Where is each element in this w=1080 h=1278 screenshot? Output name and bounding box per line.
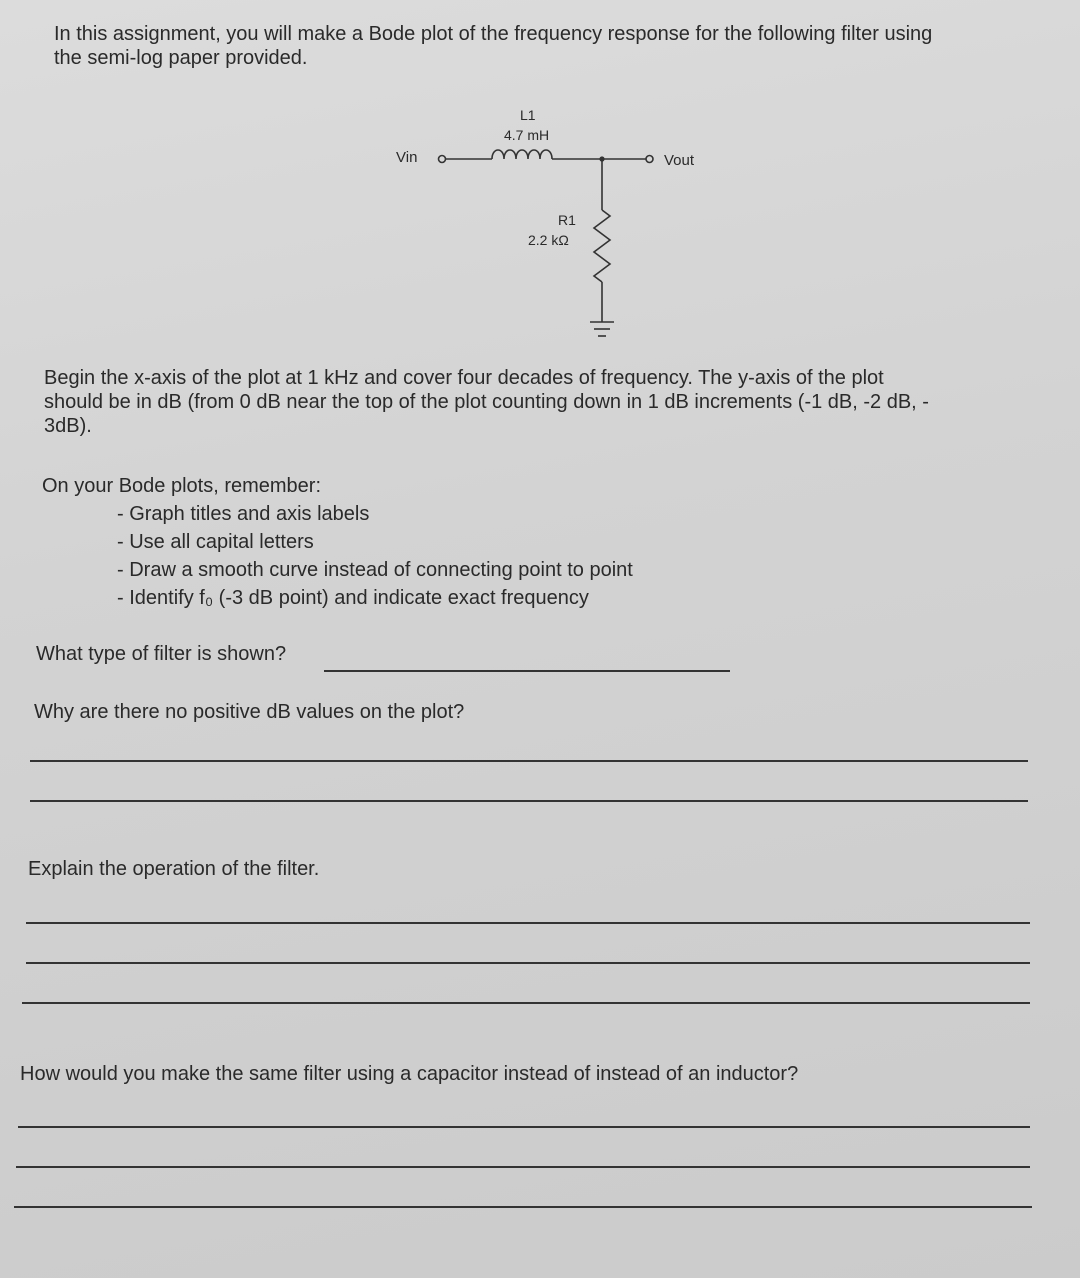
answer-line-filter-operation-3[interactable] xyxy=(22,1002,1030,1004)
resistor-name-label: R1 xyxy=(558,212,576,228)
intro-line-2: the semi-log paper provided. xyxy=(54,47,308,69)
vout-label: Vout xyxy=(664,152,695,169)
reminders-list xyxy=(117,502,633,614)
answer-line-filter-operation-1[interactable] xyxy=(26,922,1030,924)
axis-instructions-line-2: should be in dB (from 0 dB near the top of the plot counting down in 1 dB increments (-1 dB, -2 dB, - xyxy=(44,391,929,413)
rl-filter-schematic xyxy=(380,100,720,350)
answer-line-filter-type[interactable] xyxy=(324,670,730,672)
answer-line-capacitor-version-3[interactable] xyxy=(14,1206,1032,1208)
answer-line-no-positive-db-1[interactable] xyxy=(30,760,1028,762)
intro-paragraph xyxy=(54,22,932,70)
axis-instructions xyxy=(44,366,929,438)
reminder-item: - Use all capital letters xyxy=(117,531,314,553)
answer-line-filter-operation-2[interactable] xyxy=(26,962,1030,964)
answer-line-no-positive-db-2[interactable] xyxy=(30,800,1028,802)
question-filter-type: What type of filter is shown? xyxy=(36,643,287,665)
answer-line-capacitor-version-2[interactable] xyxy=(16,1166,1030,1168)
input-terminal xyxy=(439,156,493,163)
resistor-value-label: 2.2 kΩ xyxy=(528,232,569,248)
inductor-value-label: 4.7 mH xyxy=(504,127,550,143)
axis-instructions-line-3: 3dB). xyxy=(44,415,92,437)
reminders-title: On your Bode plots, remember: xyxy=(42,475,322,497)
intro-line-1: In this assignment, you will make a Bode plot of the frequency response for the following filter using xyxy=(54,23,933,45)
vin-label: Vin xyxy=(396,149,418,166)
axis-instructions-line-1: Begin the x-axis of the plot at 1 kHz and cover four decades of frequency. The y-axis of the plot xyxy=(44,367,884,389)
reminder-item: - Graph titles and axis labels xyxy=(117,503,370,525)
answer-line-capacitor-version-1[interactable] xyxy=(18,1126,1030,1128)
question-filter-operation: Explain the operation of the filter. xyxy=(28,858,320,880)
resistor xyxy=(594,159,610,322)
reminder-item: - Draw a smooth curve instead of connecting point to point xyxy=(117,559,633,581)
inductor-coil xyxy=(492,150,552,159)
reminder-item: - Identify f₀ (-3 dB point) and indicate exact frequency xyxy=(117,587,589,609)
inductor-name-label: L1 xyxy=(520,107,536,123)
question-no-positive-db: Why are there no positive dB values on the plot? xyxy=(34,701,465,723)
ground-icon xyxy=(590,322,614,336)
question-capacitor-version: How would you make the same filter using a capacitor instead of instead of an inductor? xyxy=(20,1063,799,1085)
